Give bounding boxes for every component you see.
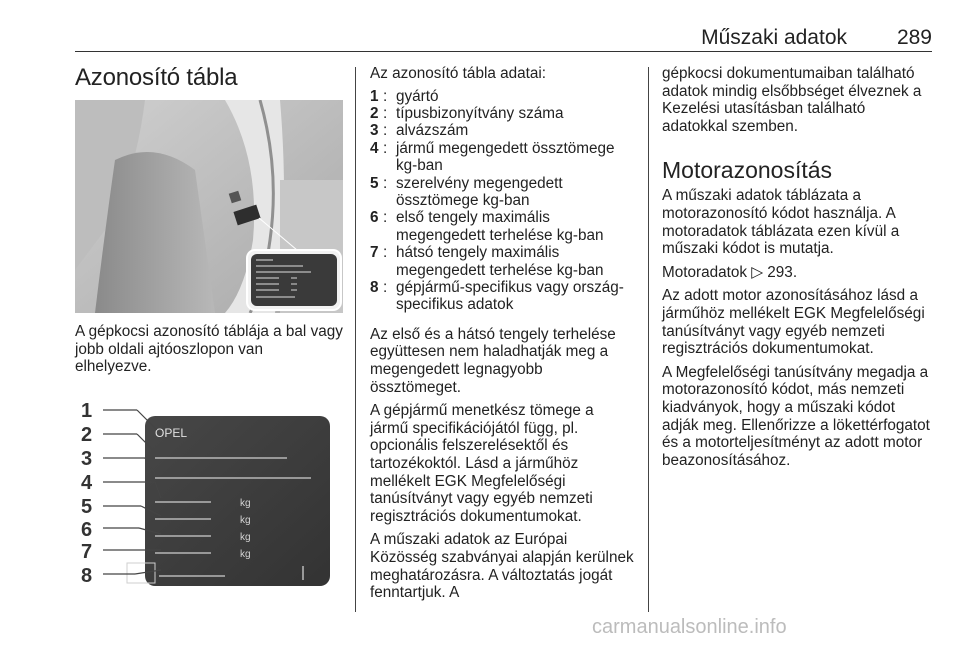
header-rule — [75, 51, 932, 52]
column-divider-1 — [355, 67, 356, 612]
column-divider-2 — [648, 67, 649, 612]
column-2 — [370, 65, 635, 602]
plate-unit: kg — [240, 515, 251, 526]
list-item: 5 : szerelvény megengedett össztömege kg-ban — [370, 174, 563, 210]
engine-identification-paragraph: Az adott motor azonosításához lásd a járműhöz mellékelt EGK Megfelelőségi tanúsítványt vagy egyéb nemzeti regisztrációs dokumentumokat. — [662, 287, 925, 358]
plate-unit: kg — [240, 549, 251, 560]
specs-paragraph: A műszaki adatok az Európai Közösség szabványai alapján kerülnek meghatározásra. A változtatás jogát fenntartjuk. A — [370, 531, 634, 602]
door-pillar-photo — [75, 100, 343, 313]
callout-1: 1 — [81, 400, 93, 422]
engine-data-reference: Motoradatok ▷ 293. — [662, 263, 798, 281]
callout-4: 4 — [81, 472, 93, 494]
list-item: 3 : alvázszám — [370, 122, 469, 140]
plate-data-intro: Az azonosító tábla adatai: — [370, 65, 547, 82]
list-item: 7 : hátsó tengely maximális megengedett terhelése kg-ban — [370, 244, 604, 279]
list-item: 4 : jármű megengedett össztömege kg-ban — [370, 139, 615, 175]
header-title: Műszaki adatok — [701, 26, 847, 49]
axle-load-paragraph: Az első és a hátsó tengely terhelése együttesen nem haladhatják meg a megengedett legnagyobb össztömeget. — [370, 325, 616, 396]
page-header — [75, 20, 932, 52]
plate-data-list — [370, 88, 635, 314]
plate-location-caption: A gépkocsi azonosító táblája a bal vagy jobb oldali ajtóoszlopon van elhelyezve. — [75, 323, 343, 376]
plate-brand: OPEL — [155, 426, 188, 440]
section-heading-azonosito: Azonosító tábla — [75, 64, 238, 91]
list-item: 2 : típusbizonyítvány száma — [370, 105, 564, 122]
column-3 — [662, 65, 932, 469]
callout-7: 7 — [81, 541, 93, 563]
id-plate-diagram — [75, 398, 343, 648]
engine-code-paragraph: A műszaki adatok táblázata a motorazonosító kódot használja. A motoradatok táblázata ezen kívül a műszaki kódot is mutatja. — [662, 187, 900, 258]
callout-5: 5 — [81, 496, 93, 518]
documents-paragraph: gépkocsi dokumentumaiban található adatok mindig elsőbbséget élveznek a Kezelési utasításban található adatokkal szemben. — [662, 65, 922, 135]
list-item: 8 : gépjármű-specifikus vagy ország-specifikus adatok — [370, 279, 624, 314]
plate-unit: kg — [240, 498, 251, 509]
section-heading-motorazonositas: Motorazonosítás — [662, 157, 833, 184]
callout-3: 3 — [81, 448, 93, 470]
callout-8: 8 — [81, 565, 93, 587]
list-item: 6 : első tengely maximális megengedett terhelése kg-ban — [370, 209, 604, 244]
page-number: 289 — [896, 26, 932, 49]
watermark: carmanualsonline.info — [592, 616, 787, 638]
callout-2: 2 — [81, 424, 93, 446]
list-item: 1 : gyártó — [370, 87, 439, 105]
curb-weight-paragraph: A gépjármű menetkész tömege a jármű specifikációjától függ, pl. opcionális felszerelésektől és tartozékoktól. Lásd a járműhöz mellékelt EGK Megfelelőségi tanúsítványt vagy egyéb nemzeti regisztrációs dokumentumokat. — [370, 402, 594, 525]
column-1 — [75, 64, 343, 587]
callout-6: 6 — [81, 519, 93, 541]
plate-unit: kg — [240, 532, 251, 543]
conformity-certificate-paragraph: A Megfelelőségi tanúsítvány megadja a motorazonosító kódot, más nemzeti kiadványok, hogy a műszaki kódot adják meg. Ellenőrizze a lökettérfogatot és a motorteljesítményt az adott motor beazonosításához. — [662, 363, 930, 469]
